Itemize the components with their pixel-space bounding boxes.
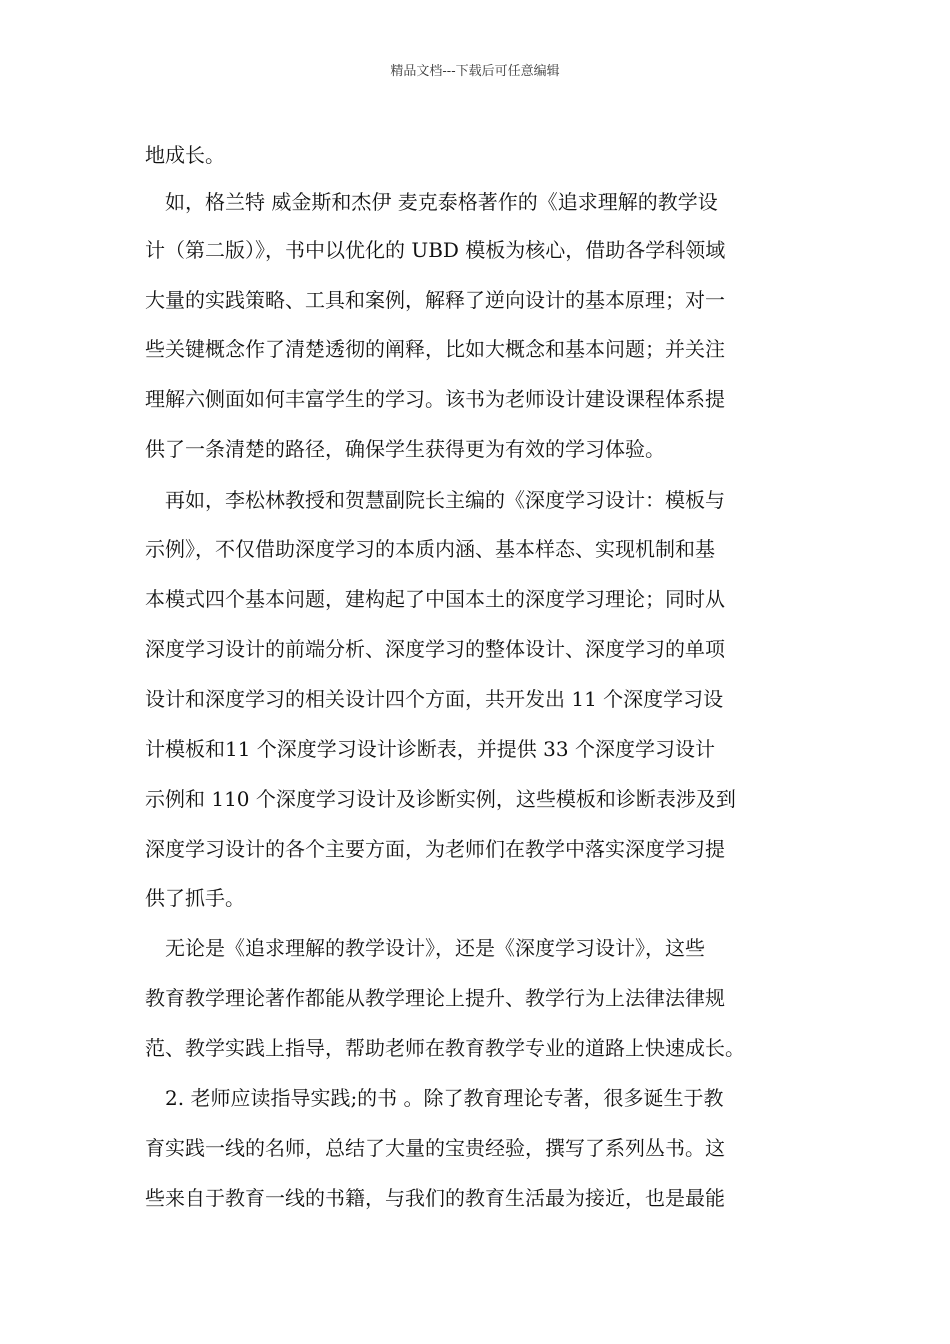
text-line: 计（第二版）》，书中以优化的 UBD 模板为核心，借助各学科领域 — [145, 238, 726, 262]
text-line: 示例和 110 个深度学习设计及诊断实例，这些模板和诊断表涉及到 — [145, 787, 736, 811]
text-line: 设计和深度学习的相关设计四个方面，共开发出 11 个深度学习设 — [145, 687, 724, 711]
text-line: 育实践一线的名师，总结了大量的宝贵经验，撰写了系列丛书。这 — [145, 1136, 725, 1160]
text-line: 本模式四个基本问题，建构起了中国本土的深度学习理论；同时从 — [145, 587, 725, 611]
page-header: 精品文档---下载后可任意编辑 — [390, 64, 560, 79]
text-line: 理解六侧面如何丰富学生的学习。该书为老师设计建设课程体系提 — [145, 387, 725, 411]
text-line: 深度学习设计的前端分析、深度学习的整体设计、深度学习的单项 — [145, 637, 725, 661]
text-line: 大量的实践策略、工具和案例，解释了逆向设计的基本原理；对一 — [145, 288, 725, 312]
text-line: 供了抓手。 — [145, 886, 245, 910]
text-line: 些来自于教育一线的书籍，与我们的教育生活最为接近，也是最能 — [145, 1186, 725, 1210]
text-line: 些关键概念作了清楚透彻的阐释，比如大概念和基本问题；并关注 — [145, 337, 725, 361]
text-line: 地成长。 — [145, 143, 225, 167]
text-line: 供了一条清楚的路径，确保学生获得更为有效的学习体验。 — [145, 437, 665, 461]
text-line: 示例》，不仅借助深度学习的本质内涵、基本样态、实现机制和基 — [145, 537, 715, 561]
text-line: 无论是《追求理解的教学设计》，还是《深度学习设计》，这些 — [145, 936, 705, 960]
text-line: 计模板和11 个深度学习设计诊断表，并提供 33 个深度学习设计 — [145, 737, 715, 761]
text-line: 如，格兰特 威金斯和杰伊 麦克泰格著作的《追求理解的教学设 — [145, 190, 718, 214]
text-line: 范、教学实践上指导，帮助老师在教育教学专业的道路上快速成长。 — [145, 1036, 745, 1060]
text-line: 深度学习设计的各个主要方面，为老师们在教学中落实深度学习提 — [145, 837, 725, 861]
text-line: 再如，李松林教授和贺慧副院长主编的《深度学习设计：模板与 — [145, 488, 725, 512]
text-line: 2. 老师应读指导实践;的书 。除了教育理论专著，很多诞生于教 — [145, 1086, 724, 1110]
text-line: 教育教学理论著作都能从教学理论上提升、教学行为上法律法律规 — [145, 986, 725, 1010]
